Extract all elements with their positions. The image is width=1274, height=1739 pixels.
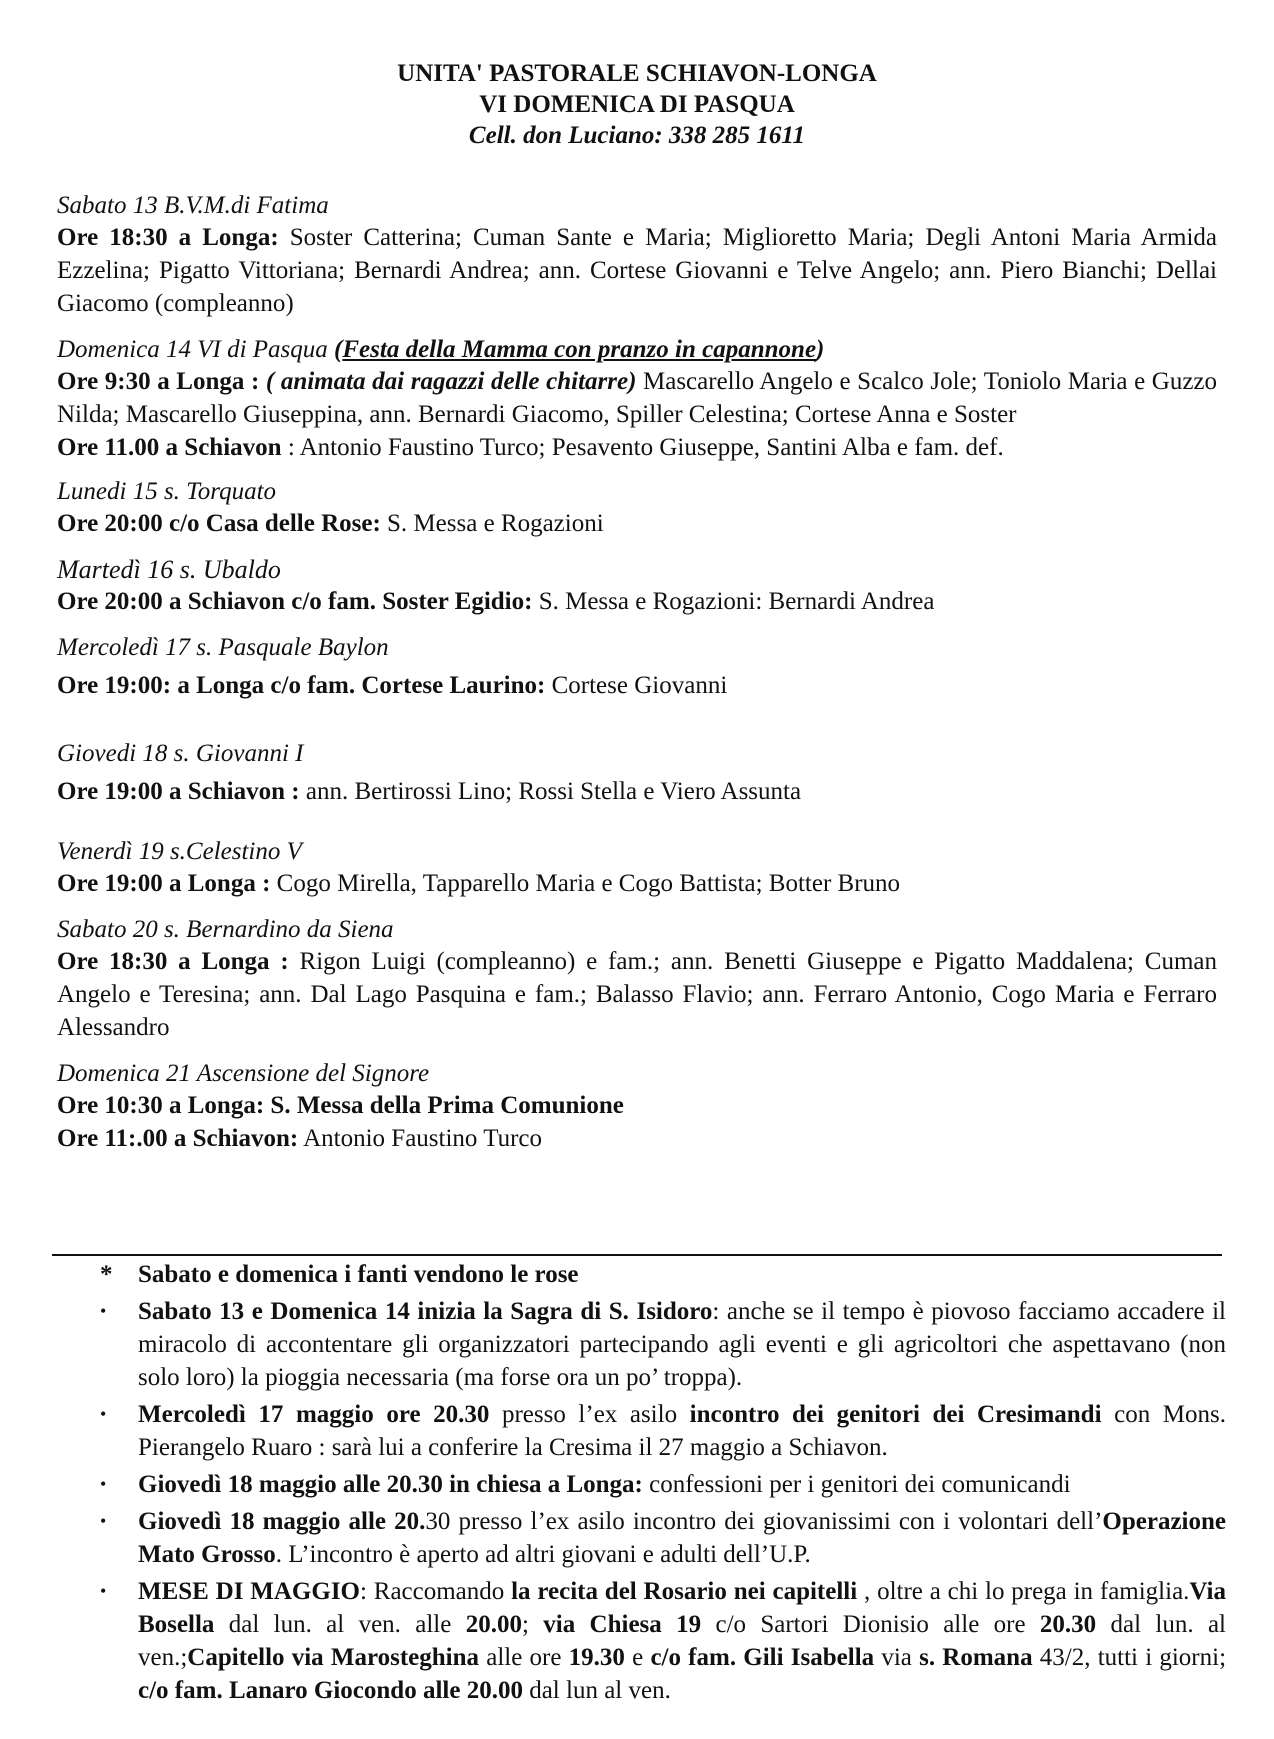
mass-schedule: [57, 190, 1217, 1155]
mass-time-place: Ore 19:00 a Schiavon :: [57, 778, 300, 805]
bullet-icon: •: [100, 1404, 107, 1424]
mass-entry: [57, 945, 1217, 1044]
schedule-day-thu-18: [57, 738, 1217, 808]
announcements: [96, 1258, 1226, 1711]
bullet-icon: •: [100, 1474, 107, 1494]
announcement-item: • Mercoledì 17 maggio ore 20.30 presso l’ex asilo incontro dei genitori dei Cresimandi con Mons. Pierangelo Ruaro : sarà lui a conferire la Cresima il 27 maggio a Schiavon.: [96, 1398, 1226, 1464]
mass-intentions: : Antonio Faustino Turco; Pesavento Giuseppe, Santini Alba e fam. def.: [281, 434, 1004, 461]
schedule-day-fri-19: [57, 836, 1217, 900]
schedule-day-sat-13: [57, 190, 1217, 320]
day-heading: Martedì 16 s. Ubaldo: [57, 555, 281, 584]
announcement-item: * Sabato e domenica i fanti vendono le rose: [96, 1258, 1226, 1291]
announcement-item: • MESE DI MAGGIO: Raccomando la recita del Rosario nei capitelli , oltre a chi lo prega in famiglia.Via Bosella dal lun. al ven. alle 20.00; via Chiesa 19 c/o Sartori Dionisio alle ore 20.30 dal lun. al ven.;Capitello via Marosteghina alle ore 19.30 e c/o fam. Gili Isabella via s. Romana 43/2, tutti i giorni; c/o fam. Lanaro Giocondo alle 20.00 dal lun al ven.: [96, 1575, 1226, 1707]
section-divider: [52, 1254, 1222, 1256]
announcement-item: • Sabato 13 e Domenica 14 inizia la Sagra di S. Isidoro: anche se il tempo è piovoso facciamo accadere il miracolo di accontentare gli organizzatori partecipando agli eventi e gli agricoltori che aspettavano (non solo loro) la pioggia necessaria (ma forse ora un po’ troppa).: [96, 1295, 1226, 1394]
mass-intentions: S. Messa e Rogazioni: [380, 510, 604, 537]
mass-intentions: Antonio Faustino Turco: [298, 1125, 543, 1152]
festa-close-paren: ): [816, 336, 825, 363]
sunday-title: VI DOMENICA DI PASQUA: [479, 91, 795, 118]
schedule-day-sun-21: [57, 1058, 1217, 1155]
mass-time-place: Ore 11:.00 a Schiavon:: [57, 1125, 299, 1152]
mass-intentions: Cogo Mirella, Tapparello Maria e Cogo Battista; Botter Bruno: [270, 870, 901, 897]
mass-intentions: Soster Catterina; Cuman Sante e Maria; Miglioretto Maria; Degli Antoni Maria Armida Ezzelina; Pigatto Vittoriana; Bernardi Andrea; ann. Cortese Giovanni e Telve Angelo; ann. Piero Bianchi; Dellai Giacomo (compleanno): [57, 224, 1217, 317]
mass-time-place: Ore 18:30 a Longa:: [57, 224, 279, 251]
mass-time-place: Ore 18:30 a Longa :: [57, 948, 289, 975]
asterisk-icon: *: [100, 1261, 113, 1288]
schedule-day-sun-14: [57, 334, 1217, 464]
mass-time-place: Ore 20:00 c/o Casa delle Rose:: [57, 510, 381, 537]
announcement-item: • Giovedì 18 maggio alle 20.30 presso l’ex asilo incontro dei giovanissimi con i volontari dell’Operazione Mato Grosso. L’incontro è aperto ad altri giovani e adulti dell’U.P.: [96, 1505, 1226, 1571]
mass-intentions: Rigon Luigi (compleanno) e fam.; ann. Benetti Giuseppe e Pigatto Maddalena; Cuman Angelo e Teresina; ann. Dal Lago Pasquina e fam.; Balasso Flavio; ann. Ferraro Antonio, Cogo Maria e Ferraro Alessandro: [57, 948, 1217, 1041]
mass-entry: [57, 221, 1217, 320]
mass-note: ( animata dai ragazzi delle chitarre): [265, 368, 637, 395]
bullet-icon: •: [100, 1511, 107, 1531]
mass-entry: [57, 775, 1217, 808]
bullet-icon: •: [100, 1581, 107, 1601]
mass-intentions: ann. Bertirossi Lino; Rossi Stella e Viero Assunta: [299, 778, 802, 805]
day-heading: Lunedi 15 s. Torquato: [57, 478, 277, 505]
mass-intentions: S. Messa e Rogazioni: Bernardi Andrea: [532, 588, 935, 615]
day-heading: Sabato 20 s. Bernardino da Siena: [57, 916, 394, 943]
mass-time-place: Ore 10:30 a Longa: S. Messa della Prima Comunione: [57, 1092, 624, 1119]
mass-entry: [57, 1089, 1217, 1122]
mass-time-place: Ore 19:00 a Longa :: [57, 870, 271, 897]
bullet-icon: •: [100, 1301, 107, 1321]
mass-entry: [57, 507, 1217, 540]
mass-entry: [57, 365, 1217, 431]
mass-time-place: Ore 11.00 a Schiavon: [57, 434, 282, 461]
mass-entry: [57, 585, 1217, 618]
mass-entry: [57, 1122, 1217, 1155]
day-heading: Domenica 21 Ascensione del Signore: [57, 1060, 430, 1087]
festa-open-paren: (: [334, 336, 343, 363]
day-heading: Giovedi 18 s. Giovanni I: [57, 740, 304, 767]
day-heading-text: Domenica 14 VI di Pasqua: [57, 336, 335, 363]
day-heading: Sabato 13 B.V.M.di Fatima: [57, 192, 329, 219]
schedule-day-mon-15: [57, 476, 1217, 540]
mass-intentions: Mascarello Angelo e Scalco Jole; Toniolo Maria e Guzzo Nilda; Mascarello Giuseppina, ann. Bernardi Giacomo, Spiller Celestina; Cortese Anna e Soster: [57, 368, 1218, 428]
schedule-day-wed-17: [57, 632, 1217, 702]
parish-title: UNITA' PASTORALE SCHIAVON-LONGA: [397, 60, 877, 87]
mass-entry: [57, 867, 1217, 900]
mass-time-place: Ore 9:30 a Longa :: [57, 368, 266, 395]
mass-time-place: Ore 20:00 a Schiavon c/o fam. Soster Egidio:: [57, 588, 533, 615]
schedule-day-tue-16: [57, 554, 1217, 618]
day-heading: Mercoledì 17 s. Pasquale Baylon: [57, 634, 389, 661]
mass-entry: [57, 431, 1217, 464]
contact-phone: Cell. don Luciano: 338 285 1611: [468, 122, 806, 149]
mass-time-place: Ore 19:00: a Longa c/o fam. Cortese Laurino:: [57, 672, 546, 699]
mass-intentions: Cortese Giovanni: [545, 672, 728, 699]
mass-entry: [57, 669, 1217, 702]
announcement-item: • Giovedì 18 maggio alle 20.30 in chiesa a Longa: confessioni per i genitori dei comunicandi: [96, 1468, 1226, 1501]
schedule-day-sat-20: [57, 914, 1217, 1044]
day-heading: Venerdì 19 s.Celestino V: [57, 838, 302, 865]
day-heading: [57, 334, 1217, 365]
festa-della-mamma-note: Festa della Mamma con pranzo in capannone: [342, 336, 817, 363]
